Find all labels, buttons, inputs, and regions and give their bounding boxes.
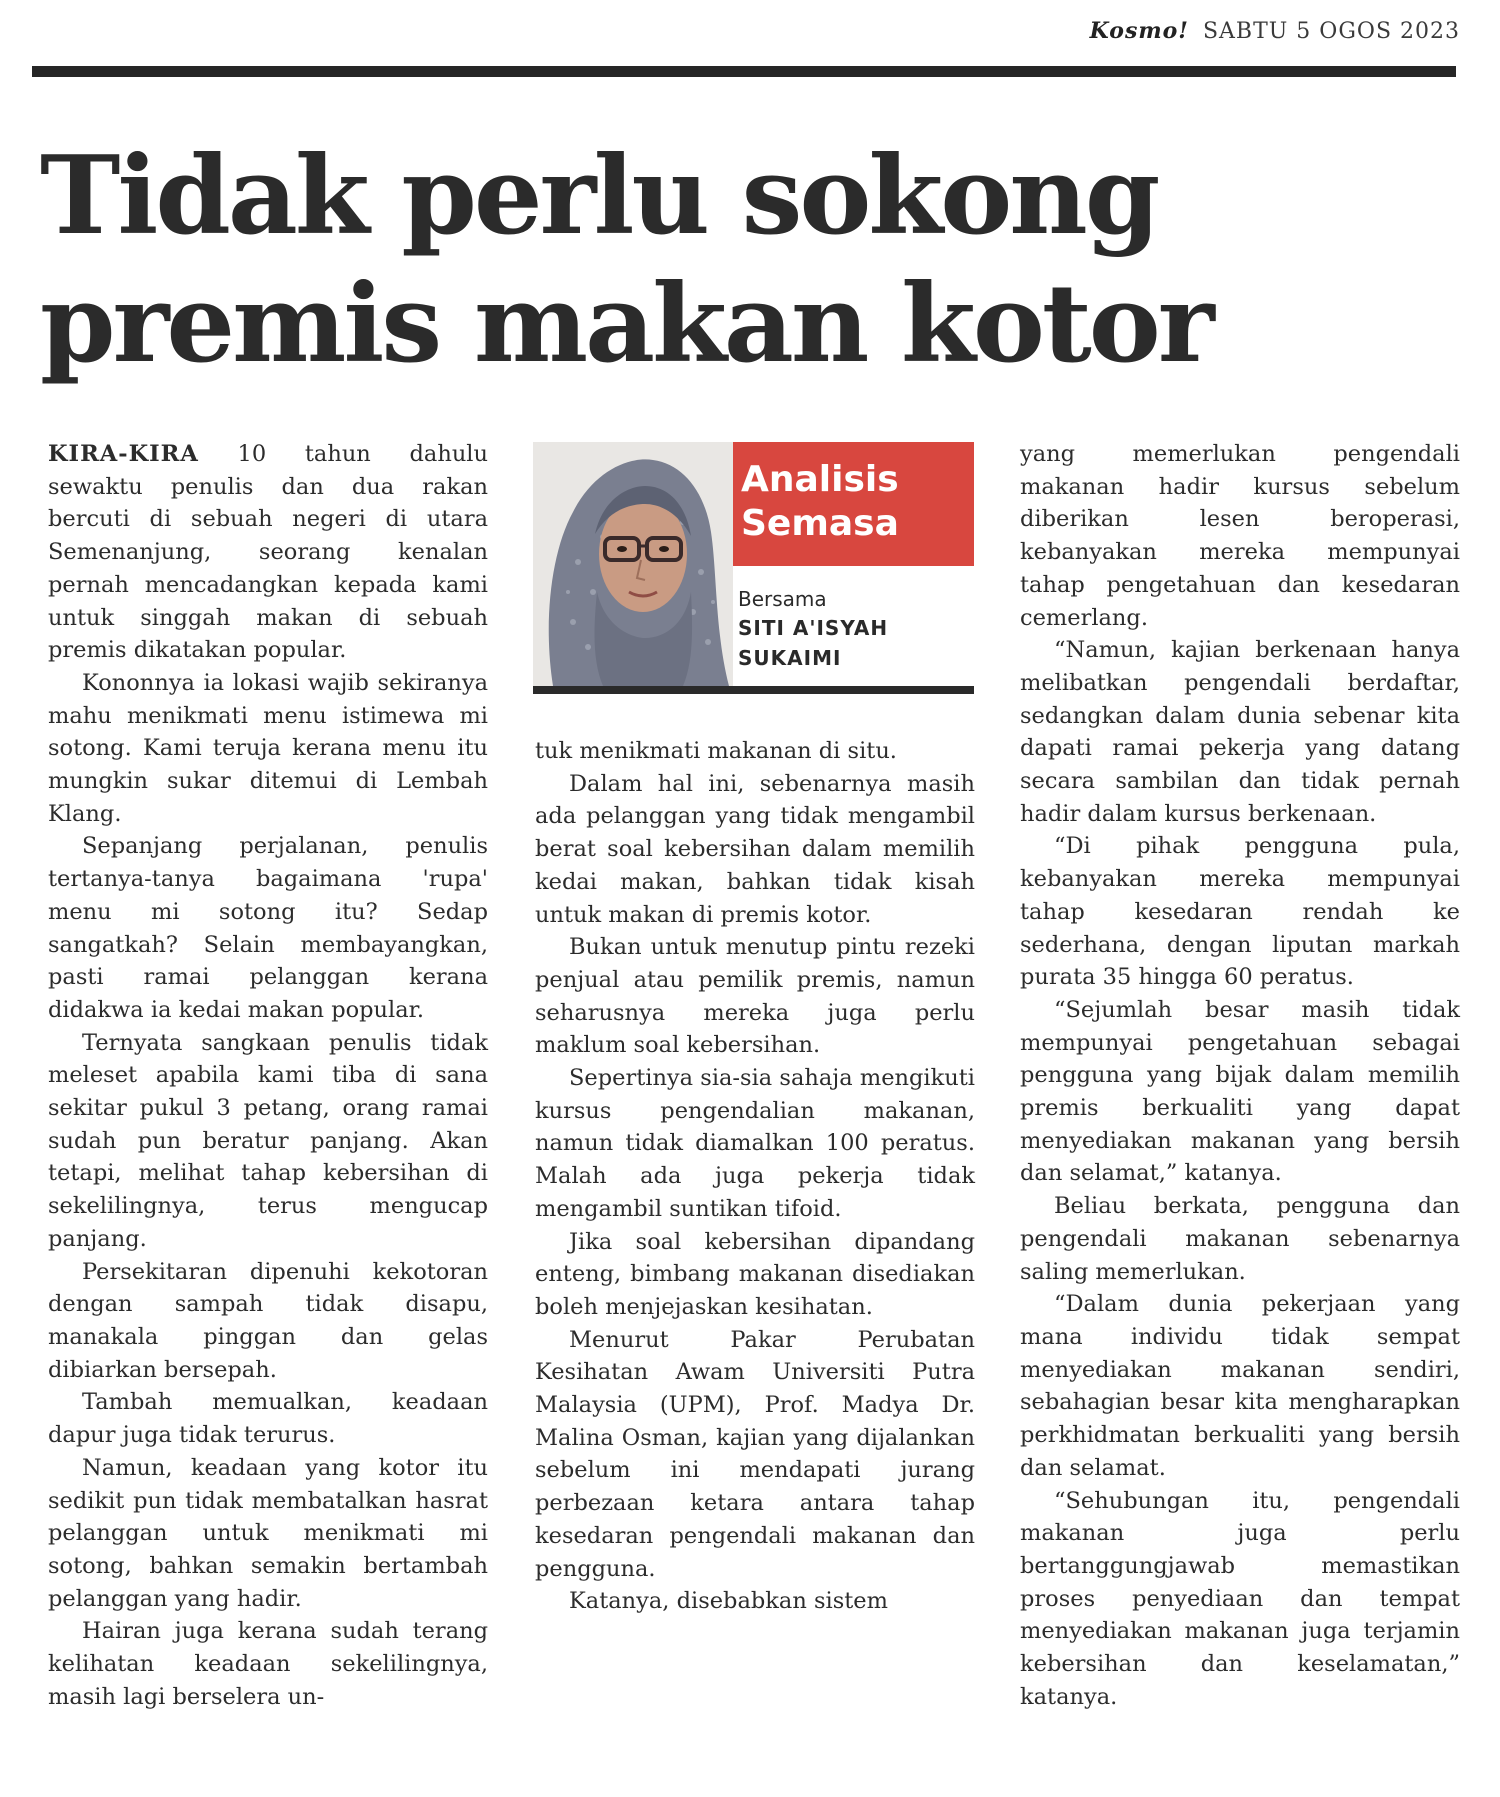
byline (738, 585, 928, 673)
paragraph: Sepanjang perjalanan, penulis tertanya-tanya bagaimana 'rupa' menu mi sotong itu? Sedap sangatkah? Selain membayangkan, pasti ramai pelanggan kerana didakwa ia kedai makan popular. (48, 833, 488, 1023)
kicker: KIRA-KIRA (48, 441, 199, 467)
column-label-panel (703, 442, 974, 566)
paragraph: Persekitaran dipenuhi kekotoran dengan sampah tidak disapu, manakala pinggan dan gelas dibiarkan bersepah. (48, 1258, 488, 1383)
paragraph: Bukan untuk menutup pintu rezeki penjual atau pemilik premis, namun seharusnya mereka juga perlu maklum soal kebersihan. (535, 934, 975, 1059)
paragraph: yang memerlukan pengendali makanan hadir kursus sebelum diberikan lesen beroperasi, kebanyakan mereka mempunyai tahap pengetahuan dan kesedaran cemerlang. (1020, 441, 1460, 631)
masthead (1090, 18, 1460, 44)
paragraph-text: 10 tahun dahulu sewaktu penulis dan dua rakan bercuti di sebuah negeri di utara Semenanjung, seorang kenalan pernah mencadangkan kepada kami untuk singgah makan di sebuah premis dikatakan popular. (48, 441, 488, 664)
paragraph: Katanya, disebabkan sistem (569, 1588, 888, 1615)
paragraph: Menurut Pakar Perubatan Kesihatan Awam Universiti Putra Malaysia (UPM), Prof. Madya Dr. Malina Osman, kajian yang dijalankan sebelum ini mendapati jurang perbezaan ketara antara tahap kesedaran pengendali makanan dan pengguna. (535, 1326, 975, 1582)
paragraph: Beliau berkata, pengguna dan pengendali makanan sebenarnya saling memerlukan. (1020, 1193, 1460, 1285)
byline-author-line-1: SITI A'ISYAH (738, 616, 889, 640)
headline-line-1: Tidak perlu sokong (40, 133, 1158, 259)
paragraph: Ternyata sangkaan penulis tidak meleset apabila kami tiba di sana sekitar pukul 3 petang, orang ramai sudah pun beratur panjang. Akan tetapi, melihat tahap kebersihan di sekelilingnya, terus mengucap panjang. (48, 1029, 488, 1252)
byline-author (738, 613, 928, 673)
column-label-line-2: Semasa (741, 503, 899, 544)
author-photo (533, 442, 733, 686)
paragraph: Jika soal kebersihan dipandang enteng, bimbang makanan disediakan boleh menjejaskan kesihatan. (535, 1228, 975, 1320)
paragraph: Sepertinya sia-sia sahaja mengikuti kursus pengendalian makanan, namun tidak diamalkan 100 peratus. Malah ada juga pekerja tidak mengambil suntikan tifoid. (535, 1065, 975, 1222)
paragraph: “Di pihak pengguna pula, kebanyakan mereka mempunyai tahap kesedaran rendah ke sederhana, dengan liputan markah purata 35 hingga 60 peratus. (1020, 833, 1460, 991)
paragraph: “Sehubungan itu, pengendali makanan juga perlu bertanggungjawab memastikan proses penyediaan dan tempat menyediakan makanan juga terjamin kebersihan dan keselamatan,” katanya. (1020, 1487, 1460, 1710)
paragraph: Hairan juga kerana sudah terang kelihatan keadaan sekelilingnya, masih lagi berselera un- (48, 1618, 488, 1710)
paragraph: “Dalam dunia pekerjaan yang mana individu tidak sempat menyediakan makanan sendiri, sebahagian besar kita mengharapkan perkhidmatan berkualiti yang bersih dan selamat. (1020, 1291, 1460, 1481)
paragraph: Kononnya ia lokasi wajib sekiranya mahu menikmati menu istimewa mi sotong. Kami teruja kerana menu itu mungkin sukar ditemui di Lembah Klang. (48, 669, 488, 827)
byline-underline (533, 686, 974, 694)
paragraph: Tambah memualkan, keadaan dapur juga tidak terurus. (48, 1389, 488, 1449)
author-portrait-icon (533, 442, 733, 686)
paragraph: tuk menikmati makanan di situ. (535, 738, 897, 764)
masthead-brand: Kosmo! (1089, 18, 1189, 44)
masthead-date: SABTU 5 OGOS 2023 (1202, 19, 1460, 44)
paragraph: Namun, keadaan yang kotor itu sedikit pun tidak membatalkan hasrat pelanggan untuk menikmati mi sotong, bahkan semakin bertambah pelanggan yang hadir. (48, 1454, 488, 1612)
column-byline-box (533, 442, 974, 694)
paragraph: “Namun, kajian berkenaan hanya melibatkan pengendali berdaftar, sedangkan dalam dunia sebenar kita dapati ramai pekerja yang datang secara sambilan dan tidak pernah hadir dalam kursus berkenaan. (1020, 637, 1460, 827)
headline (40, 132, 1480, 388)
column-label (741, 458, 899, 546)
paragraph: “Sejumlah besar masih tidak mempunyai pengetahuan sebagai pengguna yang bijak dalam memilih premis berkualiti yang dapat menyediakan makanan yang bersih dan selamat,” katanya. (1020, 996, 1460, 1187)
byline-author-line-2: SUKAIMI (738, 646, 842, 670)
column-label-line-1: Analisis (741, 459, 899, 500)
top-rule (32, 66, 1456, 77)
article-column-3 (1020, 438, 1460, 1713)
byline-with-label: Bersama (738, 587, 827, 611)
paragraph: Dalam hal ini, sebenarnya masih ada pelanggan yang tidak mengambil berat soal kebersihan dalam memilih kedai makan, bahkan tidak kisah untuk makan di premis kotor. (535, 770, 975, 928)
article-column-2 (535, 735, 975, 1618)
article-column-1 (48, 438, 488, 1713)
headline-line-2: premis makan kotor (40, 261, 1212, 387)
paragraph (48, 438, 488, 667)
